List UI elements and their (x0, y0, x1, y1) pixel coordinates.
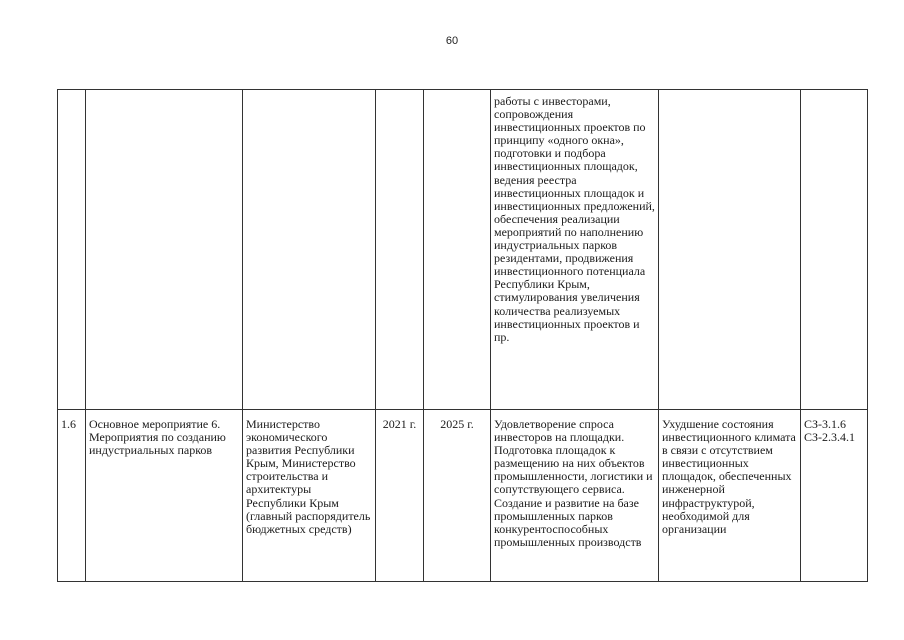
cell-expected-result: работы с инвесторами, сопровождения инвестиционных проектов по принципу «одного окна», подготовки и подбора инвестиционных площадок, ведения реестра инвестиционных площадок и инвестиционных предложений, обеспечения реализации мероприятий по наполнению индустриальных парков резидентами, продвижения инвестиционного потенциала Республики Крым, стимулирования увеличения количества реализуемых инвестиционных проектов и пр. (491, 90, 659, 410)
table-row-1-6 (58, 410, 868, 582)
page-number: 60 (445, 35, 459, 47)
cell-expected-result: Удовлетворение спроса инвесторов на площадки. Подготовка площадок к размещению на них объектов промышленности, логистики и сопутствующего сервиса. Создание и развитие на базе промышленных парков конкурентоспособных промышленных производств (491, 410, 659, 582)
program-activities-table (57, 89, 868, 582)
cell-end-year (424, 90, 491, 410)
cell-consequences: Ухудшение состояния инвестиционного климата в связи с отсутствием инвестиционных площадок, обеспеченных инженерной инфраструктурой, необходимой для организации (659, 410, 801, 582)
cell-indicators: СЗ-3.1.6 СЗ-2.3.4.1 (801, 410, 868, 582)
table-row-continuation (58, 90, 868, 410)
cell-activity-name (86, 90, 243, 410)
cell-executor: Министерство экономического развития Республики Крым, Министерство строительства и архитектуры Республики Крым (главный распорядитель бюджетных средств) (243, 410, 376, 582)
cell-activity-name: Основное мероприятие 6. Мероприятия по созданию индустриальных парков (86, 410, 243, 582)
cell-executor (243, 90, 376, 410)
cell-consequences (659, 90, 801, 410)
cell-start-year: 2021 г. (376, 410, 424, 582)
cell-number (58, 90, 86, 410)
cell-indicators (801, 90, 868, 410)
cell-end-year: 2025 г. (424, 410, 491, 582)
cell-start-year (376, 90, 424, 410)
cell-number: 1.6 (58, 410, 86, 582)
